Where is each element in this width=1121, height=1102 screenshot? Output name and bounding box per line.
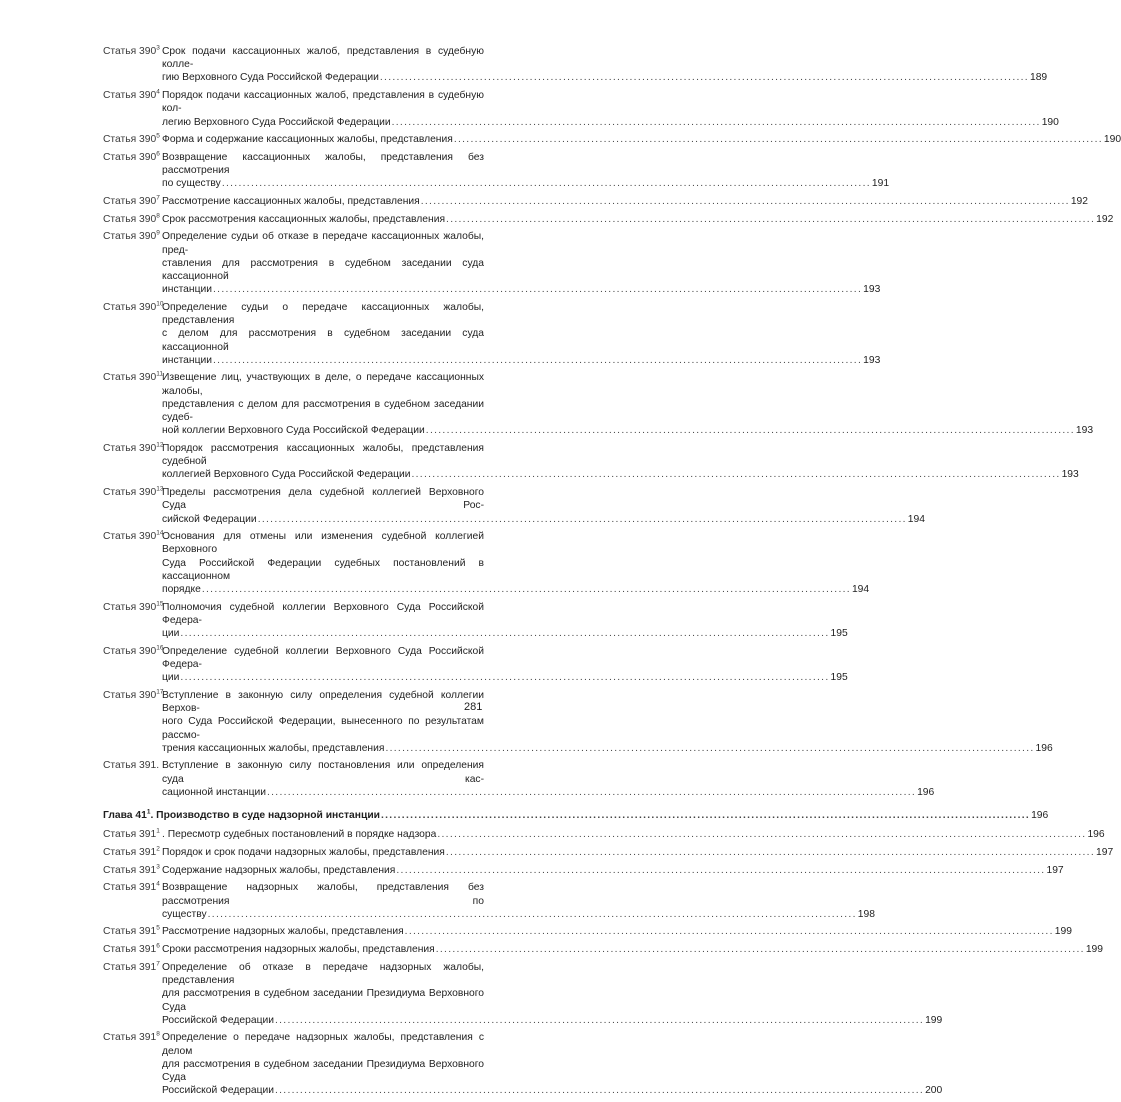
page-ref: 195 xyxy=(830,672,848,684)
page-ref: 194 xyxy=(851,584,870,596)
toc-entry xyxy=(103,845,1114,859)
page-ref: 194 xyxy=(907,513,925,525)
leader-dots xyxy=(258,513,907,526)
title-line: сийской Федерации xyxy=(162,513,257,525)
article-title xyxy=(162,45,1048,85)
article-number: Статья $390^7$ xyxy=(103,194,160,208)
leader-dots xyxy=(380,71,1029,84)
title-line: легию Верховного Суда Российской Федерации xyxy=(162,116,391,128)
title-line: для рассмотрения в судебном заседании Президиума Верховного Суда xyxy=(162,1058,484,1084)
article-number: Статья $390^{17}$ xyxy=(103,688,164,701)
article-title xyxy=(162,846,1114,859)
title-line: Сроки рассмотрения надзорных жалобы, представления xyxy=(162,944,435,956)
page-ref: 193 xyxy=(1075,425,1094,437)
title-line: порядке xyxy=(162,584,201,596)
page-ref: 190 xyxy=(1041,116,1059,128)
title-line: сационной инстанции xyxy=(162,786,266,798)
leader-dots xyxy=(275,1014,924,1027)
article-title xyxy=(162,961,943,1027)
title-line: гию Верховного Суда Российской Федерации xyxy=(162,72,379,84)
title-line: ции xyxy=(162,628,180,640)
toc-entry xyxy=(103,644,848,685)
title-line: Пределы рассмотрения дела судебной коллегией Верховного Суда Рос- xyxy=(162,487,484,512)
title-line: Вступление в законную силу определения судебной коллегии Верхов- xyxy=(162,689,484,715)
leader-dots xyxy=(446,213,1095,226)
toc-entry xyxy=(103,485,925,526)
leader-dots xyxy=(180,627,829,640)
article-title xyxy=(162,213,1114,226)
article-title xyxy=(162,1031,943,1097)
toc-entry xyxy=(103,44,1048,85)
title-line: ции xyxy=(162,672,180,684)
title-line: существу xyxy=(162,908,207,920)
article-title xyxy=(162,943,1103,956)
article-title xyxy=(162,442,1079,482)
title-line: Российской Федерации xyxy=(162,1085,274,1097)
leader-dots xyxy=(405,925,1054,938)
title-line: ной коллегии Верховного Суда Российской Федерации xyxy=(162,425,425,437)
article-title xyxy=(162,645,848,685)
article-number: Статья $391^3$ xyxy=(103,863,160,876)
article-list-chapter-41-1 xyxy=(103,827,1114,1097)
leader-dots xyxy=(385,742,1034,755)
leader-dots xyxy=(267,786,916,799)
leader-dots xyxy=(454,133,1103,146)
page-ref: 193 xyxy=(863,354,881,366)
title-line: Срок рассмотрения кассационных жалобы, представления xyxy=(162,213,446,225)
toc-entry xyxy=(103,925,1072,938)
page-ref: 196 xyxy=(917,786,935,798)
toc-entry xyxy=(103,529,870,596)
title-line: Российской Федерации xyxy=(162,1014,274,1026)
title-line: представления с делом для рассмотрения в судебном заседании судеб- xyxy=(162,398,484,424)
article-title xyxy=(162,151,890,191)
title-line: Возвращение надзорных жалобы, представления без рассмотрения по xyxy=(162,882,484,907)
title-line: инстанции xyxy=(162,284,213,296)
leader-dots xyxy=(213,283,862,296)
article-number: Статья $390^{13}$ xyxy=(103,485,164,499)
title-line: по существу xyxy=(162,178,221,190)
article-title xyxy=(162,371,1094,437)
title-line: Порядок и срок подачи надзорных жалобы, представления xyxy=(162,846,445,858)
article-number: Статья $391^7$ xyxy=(103,960,160,973)
toc-entry xyxy=(103,759,935,799)
leader-dots xyxy=(396,864,1045,877)
article-title xyxy=(162,881,875,921)
article-title xyxy=(162,925,1072,938)
article-title xyxy=(162,195,1088,208)
article-number: Статья $390^8$ xyxy=(103,212,160,225)
article-number: Статья $390^{11}$ xyxy=(103,371,163,384)
leader-dots xyxy=(437,828,1086,841)
article-title xyxy=(162,301,881,367)
article-title xyxy=(162,689,1053,755)
toc-entry xyxy=(103,194,1088,208)
page-ref: 192 xyxy=(1070,196,1088,208)
title-line: Возвращение кассационных жалобы, представления без рассмотрения xyxy=(162,151,484,177)
page-ref: 193 xyxy=(863,284,881,296)
title-line: Порядок подачи кассационных жалоб, представления в судебную кол- xyxy=(162,90,484,115)
article-number: Статья $391^1$ xyxy=(103,827,160,841)
toc-entry xyxy=(103,688,1053,755)
toc-entry xyxy=(103,942,1103,956)
leader-dots xyxy=(275,1084,924,1097)
page-ref: 192 xyxy=(1096,213,1114,225)
article-title xyxy=(162,530,870,596)
title-line: Срок подачи кассационных жалоб, представления в судебную колле- xyxy=(162,46,484,71)
leader-dots xyxy=(446,846,1095,859)
toc-entry xyxy=(103,150,890,191)
toc-entry xyxy=(103,863,1064,877)
chapter-heading xyxy=(103,808,1049,822)
article-title xyxy=(162,89,1059,129)
article-title xyxy=(162,133,1121,146)
article-list-chapter-41 xyxy=(103,44,1121,799)
title-line: коллегией Верховного Суда Российской Федерации xyxy=(162,469,411,481)
leader-dots xyxy=(213,354,862,367)
article-number: Статья $390^{14}$ xyxy=(103,529,164,543)
page-ref: 199 xyxy=(1085,944,1103,956)
page-ref: 199 xyxy=(1054,926,1072,938)
title-line: Определение о передаче надзорных жалобы, представления с делом xyxy=(162,1032,484,1057)
chapter-title: Глава $41^1$. Производство в суде надзорной инстанции xyxy=(103,808,380,822)
leader-dots xyxy=(222,177,871,190)
toc-entry xyxy=(103,600,848,641)
article-title xyxy=(162,601,848,641)
title-line: Определение об отказе в передаче надзорных жалобы, представления xyxy=(162,961,484,987)
toc-entry xyxy=(103,300,881,367)
title-line: Рассмотрение кассационных жалобы, представления xyxy=(162,196,420,208)
leader-dots xyxy=(202,583,851,596)
toc-entry xyxy=(103,1030,943,1097)
article-number: Статья $390^9$ xyxy=(103,230,160,243)
title-line: Определение судебной коллегии Верховного Суда Российской Федера- xyxy=(162,645,484,671)
article-number: Статья $390^{12}$ xyxy=(103,441,164,454)
article-number: Статья $390^{15}$ xyxy=(103,600,164,613)
article-number: Статья $391^2$ xyxy=(103,845,160,858)
article-number: Статья $390^{10}$ xyxy=(103,300,164,313)
chapter-page: 196 xyxy=(1031,810,1049,822)
leader-dots xyxy=(392,116,1041,129)
title-line: Извещение лиц, участвующих в деле, о передаче кассационных жалобы, xyxy=(162,372,484,397)
toc-entry xyxy=(103,230,881,296)
title-line: Полномочия судебной коллегии Верховного Суда Российской Федера- xyxy=(162,601,484,626)
title-line: Определение судьи о передаче кассационных жалобы, представления xyxy=(162,301,484,327)
title-line: . Пересмотр судебных постановлений в порядке надзора xyxy=(162,829,437,841)
title-line: Форма и содержание кассационных жалобы, представления xyxy=(162,134,453,146)
page-ref: 197 xyxy=(1046,864,1064,876)
title-line: ставления для рассмотрения в судебном заседании суда кассационной xyxy=(162,257,484,283)
title-line: для рассмотрения в судебном заседании Президиума Верховного Суда xyxy=(162,988,484,1013)
page-ref: 193 xyxy=(1061,469,1079,481)
article-number: Статья $390^{16}$ xyxy=(103,644,164,657)
title-line: Основания для отмены или изменения судебной коллегией Верховного xyxy=(162,531,484,556)
article-title xyxy=(162,486,925,526)
page-ref: 189 xyxy=(1029,72,1048,84)
article-title xyxy=(162,759,935,799)
leader-dots xyxy=(381,809,1030,822)
title-line: Содержание надзорных жалобы, представления xyxy=(162,864,396,876)
page-ref: 196 xyxy=(1087,829,1105,841)
toc-entry xyxy=(103,212,1114,226)
title-line: с делом для рассмотрения в судебном заседании суда кассационной xyxy=(162,328,484,353)
title-line: Суда Российской Федерации судебных постановлений в кассационном xyxy=(162,557,484,582)
title-line: Рассмотрение надзорных жалобы, представления xyxy=(162,926,404,938)
page-ref: 195 xyxy=(830,628,848,640)
page-ref: 196 xyxy=(1035,742,1053,754)
page-ref: 200 xyxy=(925,1085,943,1097)
leader-dots xyxy=(208,908,857,921)
article-number: Статья $391^4$ xyxy=(103,880,160,894)
page-ref: 190 xyxy=(1103,134,1121,146)
page-number: 281 xyxy=(464,701,483,713)
article-title xyxy=(162,230,881,296)
page-ref: 199 xyxy=(925,1014,943,1026)
table-of-contents xyxy=(103,44,1121,1102)
leader-dots xyxy=(421,195,1070,208)
page-ref: 198 xyxy=(857,908,875,920)
leader-dots xyxy=(436,943,1085,956)
article-title xyxy=(162,864,1064,877)
page-ref: 197 xyxy=(1095,846,1114,858)
toc-entry xyxy=(103,132,1121,146)
article-number: Статья $390^4$ xyxy=(103,88,160,102)
toc-entry xyxy=(103,441,1079,482)
toc-entry xyxy=(103,827,1105,841)
article-number: Статья 391. xyxy=(103,760,160,772)
article-number: Статья $391^5$ xyxy=(103,925,160,938)
title-line: инстанции xyxy=(162,354,213,366)
article-number: Статья $390^5$ xyxy=(103,132,160,146)
leader-dots xyxy=(411,468,1060,481)
article-number: Статья $391^8$ xyxy=(103,1030,160,1044)
title-line: Вступление в законную силу постановления или определения суда кас- xyxy=(162,760,484,785)
title-line: Определение судьи об отказе в передаче кассационных жалобы, пред- xyxy=(162,231,484,256)
article-number: Статья $390^3$ xyxy=(103,44,160,57)
title-line: трения кассационных жалобы, представления xyxy=(162,742,385,754)
article-title xyxy=(162,828,1105,841)
toc-entry xyxy=(103,960,943,1027)
leader-dots xyxy=(426,424,1075,437)
title-line: ного Суда Российской Федерации, вынесенного по результатам рассмо- xyxy=(162,716,484,741)
leader-dots xyxy=(180,671,829,684)
page-ref: 191 xyxy=(871,178,890,190)
title-line: Порядок рассмотрения кассационных жалобы, представления судебной xyxy=(162,442,484,468)
article-number: Статья $390^6$ xyxy=(103,150,160,163)
toc-entry xyxy=(103,88,1059,129)
article-number: Статья $391^6$ xyxy=(103,942,160,956)
toc-entry xyxy=(103,880,875,921)
toc-entry xyxy=(103,371,1094,437)
